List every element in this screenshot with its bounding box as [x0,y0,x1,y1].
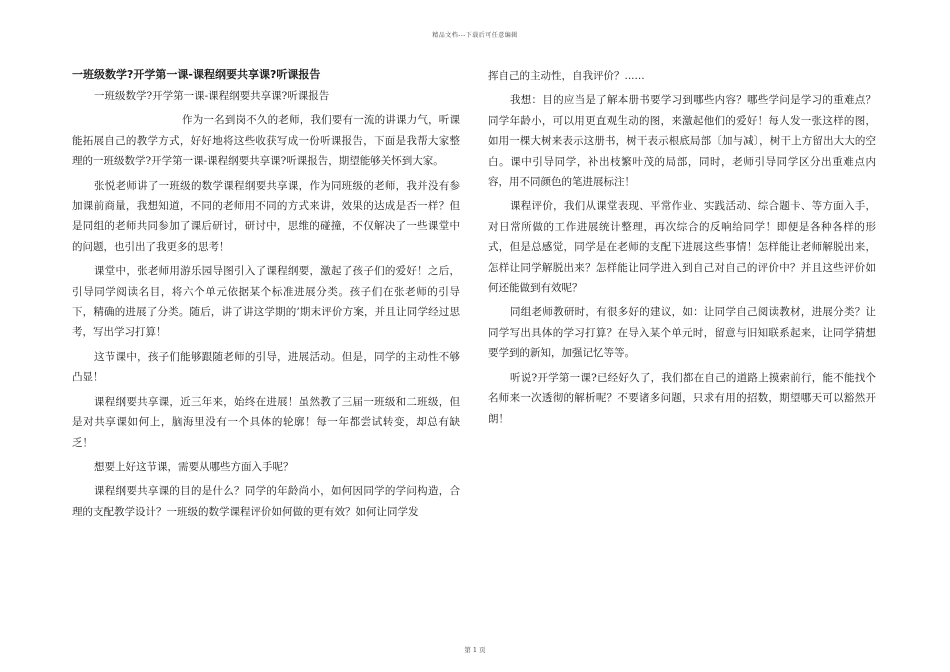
paragraph: 张悦老师讲了一班级的数学课程纲要共享课，作为同班级的老师，我并没有参加课前商量，我想知道，不同的老师用不同的方式来讲，效果的达成是否一样？但是同组的老师共同参加了课后研讨，研讨中，思维的碰撞，不仅解决了一些课堂中的问题，也引出了我更多的思考！ [72,179,460,253]
document-title: 一班级数学?开学第一课-课程纲要共享课?听课报告 [72,68,321,81]
paragraph: 课程纲要共享课的目的是什么？同学的年龄尚小，如何因同学的学问构造，合理的支配教学设计？一班级的数学课程评价如何做的更有效？如何让同学发 [72,485,460,518]
paragraph: 这节课中，孩子们能够跟随老师的引导，进展活动。但是，同学的主动性不够凸显！ [72,350,460,384]
paragraph: 听说?开学第一课?已经好久了，我们都在自己的道路上摸索前行，能不能找个名师来一次透彻的解析呢？不要诸多问题，只求有用的招数，期望哪天可以豁然开朗！ [488,371,876,425]
page-number: 第 1 页 [464,646,486,654]
paragraph: 挥自己的主动性，自我评价？...... [488,70,645,82]
paragraph: 一班级数学?开学第一课-课程纲要共享课?听课报告 [94,90,330,102]
paragraph: 我想：目的应当是了解本册书要学习到哪些内容？哪些学问是学习的重难点？同学年龄小，可以用更直观生动的图，来激起他们的爱好！每人发一张这样的图，如用一棵大树来表示这册书，树干表示根底局部〔加与减〕，树干上方留出大大的空白。课中引导同学，补出枝繁叶茂的局部，同时，老师引导同学区分出重难点内容，用不同颜色的笔进展标注！ [488,94,876,189]
paragraph: 作为一名到岗不久的老师，我们要有一流的讲课力气，听课能拓展自己的教学方式，好好地将这些收获写成一份听课报告，下面是我帮大家整理的一班级数学?开学第一课-课程纲要共享课?听课报告，期望能够关怀到大家。 [72,114,460,168]
page-header: 精品文档---下载后可任意编辑 [432,32,518,39]
paragraph: 课堂中，张老师用游乐园导图引入了课程纲要，激起了孩子们的爱好！之后，引导同学阅读名目，将六个单元依据某个标准进展分类。孩子们在张老师的引导下，精确的进展了分类。随后，讲了讲这学期的’期末评价方案，并且让同学经过思考，写出学习打算！ [72,265,460,339]
paragraph: 想要上好这节课，需要从哪些方面入手呢？ [94,460,294,473]
right-column [488,66,876,433]
paragraph: 课程纲要共享课，近三年来，始终在进展！虽然教了三届一班级和二班级，但是对共享课如何上，脑海里没有一个具体的轮廓！每一年都尝试转变，却总有缺乏！ [72,395,460,449]
paragraph: 课程评价，我们从课堂表现、平常作业、实践活动、综合题卡、等方面入手，对日常所做的工作进展统计整理，再次综合的反响给同学！即便是各种各样的形式，但是总感觉，同学是在老师的支配下进展这些事情！怎样能让老师解脱出来，怎样让同学解脱出来？怎样能让同学进入到自己对自己的评价中？并且这些评价如何还能做到有效呢？ [488,200,876,295]
paragraph: 同组老师教研时，有很多好的建议，如：让同学自己阅读教材，进展分类？让同学写出具体的学习打算？在导入某个单元时，留意与旧知联系起来，让同学猜想要学到的新知，加强记忆等等。 [488,306,876,360]
left-column [72,66,460,526]
